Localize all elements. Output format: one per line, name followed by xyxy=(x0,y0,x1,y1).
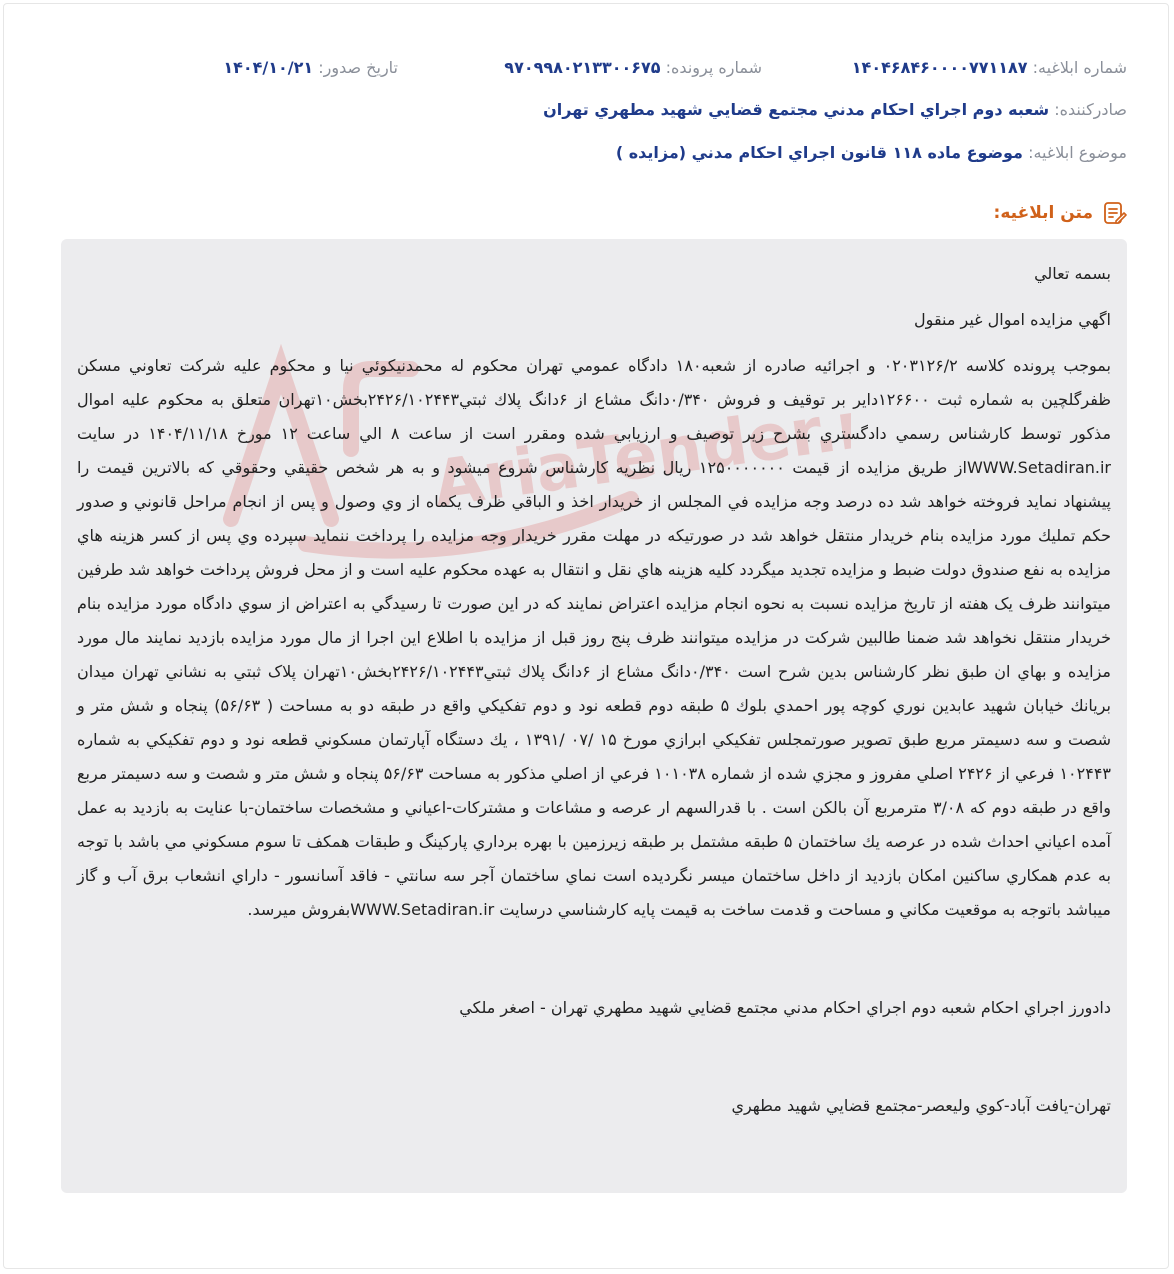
notice-number xyxy=(852,58,1127,77)
notice-subject-value: موضوع ماده ۱۱۸ قانون اجراي احکام مدني (مزايده ) xyxy=(615,143,1023,162)
issuer-label: صادرکننده: xyxy=(1054,100,1127,119)
notice-content xyxy=(61,239,1127,1193)
issue-date xyxy=(223,58,398,77)
issuer xyxy=(543,100,1127,119)
notice-text-heading xyxy=(994,200,1127,226)
case-number-label: شماره پرونده: xyxy=(665,58,762,77)
notice-signature: دادورز اجراي احكام شعبه دوم اجراي احكام مدني مجتمع قضايي شهيد مطهري تهران - اصغر ملكي xyxy=(459,998,1111,1017)
notice-number-value: ۱۴۰۴۶۸۴۶۰۰۰۰۷۷۱۱۸۷ xyxy=(851,58,1028,77)
document-icon xyxy=(1101,200,1127,226)
notice-text-title: متن ابلاغيه: xyxy=(993,203,1093,223)
case-number xyxy=(504,58,762,77)
notice-number-label: شماره ابلاغيه: xyxy=(1032,58,1127,77)
issue-date-label: تاريخ صدور: xyxy=(318,58,398,77)
case-number-value: ۹۷۰۹۹۸۰۲۱۳۳۰۰۶۷۵ xyxy=(504,58,661,77)
notice-address: تهران-يافت آباد-كوي وليعصر-مجتمع قضايي شهيد مطهري xyxy=(731,1096,1111,1115)
notice-body: بموجب پرونده كلاسه ۰۲۰۳۱۲۶/۲ و اجرائيه صادره از شعبه۱۸۰ دادگاه عمومي تهران محکوم له محمدنيكوئي نيا و محکوم عليه شركت تعاوني مسكن ظفرگلچين به شماره ثبت ۱۲۶۶۰۰داير بر توقيف و فروش ۰/۳۴۰دانگ مشاع از ۶دانگ پلاك ثبتي۲۴۲۶/۱۰۲۴۴۳بخش۱۰تهران متعلق به محکوم عليه اموال مذكور توسط کارشناس رسمي دادگستري بشرح زير توصيف و ارزيابي شده ومقرر است از ساعت ۸ الي ساعت ۱۲ مورخ ۱۴۰۴/۱۱/۱۸ در سايت WWW.Setadiran.irاز طريق مزايده از قيمت ۱۲۵۰۰۰۰۰۰۰ ريال نظريه كارشناس شروع ميشود و به هر شخص حقيقي وحقوقي که بالاترين قيمت را پيشنهاد نمايد فروخته خواهد شد ده درصد وجه مزايده في المجلس از خريدار اخذ و الباقي ظرف يكماه از وي وصول و پس از انجام مراحل قانوني و صدور حكم تمليك مورد مزايده بنام خريدار منتقل خواهد شد در صورتيكه در مهلت مقرر خريدار وجه مزايده را پرداخت ننمايد سپرده وي پس از كسر هزينه هاي مزايده به نفع صندوق دولت ضبط و مزايده تجديد ميگردد كليه هزينه هاي نقل و انتقال به عهده محكوم عليه است و از محل فروش پرداخت خواهد شد طرفين ميتوانند ظرف يک هفته از تاريخ مزايده نسبت به نحوه انجام مزايده اعتراض نمايند که در اين صورت تا رسيدگي به اعتراض از سوي دادگاه مورد مزايده بنام خريدار منتقل نخواهد شد ضمنا طالبين شرکت در مزايده ميتوانند ظرف پنج روز قبل از مزايده با اطلاع اين اجرا از مال مورد مزايده بازديد نمايند مال مورد مزايده و بهاي ان طبق نظر کارشناس بدين شرح است ۰/۳۴۰دانگ مشاع از ۶دانگ پلاك ثبتي۲۴۲۶/۱۰۲۴۴۳بخش۱۰تهران پلاک ثبتي به نشاني تهران ميدان بريانك خيابان شهيد عابدين نوري كوچه پور احمدي بلوك ۵ طبقه دوم قطعه نود و دوم تفكيكي واقع در طبقه دو به مساحت ( ۵۶/۶۳) پنجاه و شش متر و شصت و سه دسيمتر مربع طبق تصوير صورتمجلس تفكيكي ابرازي مورخ ۱۵ /۰۷ /۱۳۹۱ ، يك دستگاه آپارتمان مسكوني قطعه نود و دوم تفكيكي به شماره ۱۰۲۴۴۳ فرعي از ۲۴۲۶ اصلي مفروز و مجزي شده از شماره ۱۰۱۰۳۸ فرعي از اصلي مذكور به مساحت ۵۶/۶۳ پنجاه و شش متر و شصت و سه دسيمتر مربع واقع در طبقه دوم كه ۳/۰۸ مترمربع آن بالكن است . با قدرالسهم ار عرصه و مشاعات و مشتركات-اعياني و مشخصات ساختمان-با عنايت به بازديد به عمل آمده اعياني احداث شده در عرصه يك ساختمان ۵ طبقه مشتمل بر طبقه زيرزمين با بهره برداري پاركينگ و طبقات همكف تا سوم مسكوني مي باشد با توجه به عدم همكاري ساكنين امكان بازديد از داخل ساختمان ميسر نگرديده است نماي ساختمان آجر سه سانتي - فاقد آسانسور - داراي انشعاب برق آب و گاز ميباشد باتوجه به موقعيت مكاني و مساحت و قدمت ساخت به قيمت پايه كارشناسي درسايت WWW.Setadiran.irبفروش ميرسد. xyxy=(77,356,1112,919)
issue-date-value: ۱۴۰۴/۱۰/۲۱ xyxy=(223,58,314,77)
notice-greeting: بسمه تعالي xyxy=(1034,264,1111,283)
issuer-value: شعبه دوم اجراي احكام مدني مجتمع قضايي شهيد مطهري تهران xyxy=(543,100,1050,119)
notice-subject-label: موضوع ابلاغيه: xyxy=(1028,143,1127,162)
notice-subject xyxy=(616,143,1127,162)
notice-heading: اگهي مزايده اموال غير منقول xyxy=(914,310,1111,329)
watermark-text: AriaTender.net xyxy=(429,375,851,523)
